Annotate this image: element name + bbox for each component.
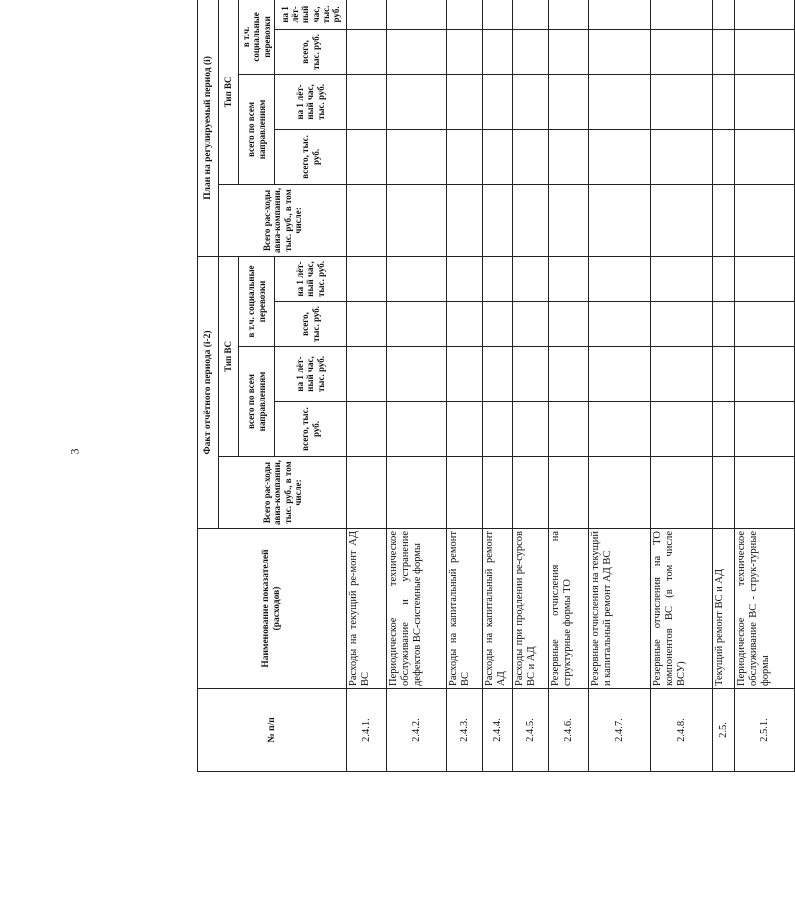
- cell: [387, 402, 447, 457]
- cell: [447, 74, 483, 129]
- cell: [549, 184, 589, 256]
- cell: [713, 256, 735, 301]
- table-row: [589, 0, 651, 772]
- cell: [387, 457, 447, 529]
- cell: [549, 129, 589, 184]
- cell: [483, 184, 513, 256]
- cell: [735, 402, 795, 457]
- cell: [347, 457, 387, 529]
- cell: [713, 457, 735, 529]
- cell: [447, 0, 483, 29]
- cell: [651, 256, 713, 301]
- cell: [447, 347, 483, 402]
- cell: [447, 256, 483, 301]
- cell: [347, 302, 387, 347]
- cell: [589, 347, 651, 402]
- cell: [447, 29, 483, 74]
- header-plan-type: Тип ВС: [219, 0, 239, 184]
- cell: [589, 0, 651, 29]
- cell: [735, 256, 795, 301]
- cell: [347, 129, 387, 184]
- cell: [483, 347, 513, 402]
- row-name: Расходы на капитальный ремонт АД: [483, 529, 513, 689]
- row-name: Текущий ремонт ВС и АД: [713, 529, 735, 689]
- header-plan-soc-total: всего, тыс. руб.: [275, 29, 347, 74]
- row-code: 2.4.8.: [651, 689, 713, 772]
- page-number: 3: [67, 448, 82, 455]
- cell: [589, 256, 651, 301]
- cell: [589, 74, 651, 129]
- table-row: [447, 0, 483, 772]
- cell: [549, 347, 589, 402]
- cell: [651, 74, 713, 129]
- cell: [713, 29, 735, 74]
- row-code: 2.4.5.: [513, 689, 549, 772]
- header-fact-type: Тип ВС: [219, 256, 239, 456]
- cell: [513, 129, 549, 184]
- cell: [651, 0, 713, 29]
- table-row: [651, 0, 713, 772]
- header-plan-dir-hour: на 1 лёт-ный час, тыс. руб.: [275, 74, 347, 129]
- cell: [549, 256, 589, 301]
- cell: [651, 184, 713, 256]
- header-num: № п/п: [198, 689, 347, 772]
- cell: [513, 74, 549, 129]
- cell: [483, 0, 513, 29]
- cell: [513, 302, 549, 347]
- cell: [513, 347, 549, 402]
- cell: [735, 0, 795, 29]
- cell: [651, 457, 713, 529]
- cell: [735, 29, 795, 74]
- row-code: 2.5.: [713, 689, 735, 772]
- cell: [735, 184, 795, 256]
- cell: [735, 302, 795, 347]
- cell: [713, 347, 735, 402]
- table-row: [387, 0, 447, 772]
- cell: [513, 0, 549, 29]
- cell: [387, 184, 447, 256]
- row-name: Расходы на текущий ре-монт АД ВС: [347, 529, 387, 689]
- cell: [447, 457, 483, 529]
- cell: [483, 29, 513, 74]
- cell: [387, 256, 447, 301]
- row-name: Расходы на капитальный ремонт ВС: [447, 529, 483, 689]
- cell: [549, 0, 589, 29]
- row-name: Периодическое техническое обслуживание и устранение дефектов ВС-системные формы: [387, 529, 447, 689]
- cell: [483, 302, 513, 347]
- cell: [713, 302, 735, 347]
- cell: [483, 129, 513, 184]
- header-fact-soc-hour: на 1 лёт-ный час, тыс. руб.: [275, 256, 347, 301]
- row-name: Периодическое техническое обслуживание ВС - струк-турные формы: [735, 529, 795, 689]
- cell: [347, 0, 387, 29]
- cell: [513, 256, 549, 301]
- cell: [387, 129, 447, 184]
- expenses-table: [197, 0, 795, 772]
- row-code: 2.4.4.: [483, 689, 513, 772]
- cell: [735, 129, 795, 184]
- cell: [483, 402, 513, 457]
- cell: [387, 74, 447, 129]
- cell: [589, 402, 651, 457]
- row-code: 2.5.1.: [735, 689, 795, 772]
- cell: [651, 302, 713, 347]
- cell: [513, 184, 549, 256]
- table-row: [483, 0, 513, 772]
- cell: [589, 29, 651, 74]
- header-name: Наименование показателей (расходов): [198, 529, 347, 689]
- cell: [713, 0, 735, 29]
- cell: [651, 402, 713, 457]
- row-code: 2.4.7.: [589, 689, 651, 772]
- cell: [735, 347, 795, 402]
- header-fact-total: Всего рас-ходы авиа-компании, тыс. руб., в том числе:: [219, 457, 347, 529]
- cell: [713, 129, 735, 184]
- cell: [483, 74, 513, 129]
- cell: [347, 29, 387, 74]
- cell: [735, 457, 795, 529]
- header-plan-soc-hour: на 1 лёт-ный час, тыс. руб.: [275, 0, 347, 29]
- header-fact-soc-total: всего, тыс. руб.: [275, 302, 347, 347]
- row-code: 2.4.1.: [347, 689, 387, 772]
- row-code: 2.4.2.: [387, 689, 447, 772]
- cell: [483, 256, 513, 301]
- cell: [549, 29, 589, 74]
- cell: [549, 302, 589, 347]
- rotated-table-container: [197, 0, 771, 772]
- table-row: [713, 0, 735, 772]
- cell: [651, 129, 713, 184]
- cell: [713, 74, 735, 129]
- cell: [347, 256, 387, 301]
- header-plan-social: в т.ч. социальные перевозки: [239, 0, 275, 74]
- header-plan: План на регулируемый период (i): [198, 0, 219, 256]
- cell: [549, 74, 589, 129]
- table-row: [513, 0, 549, 772]
- cell: [513, 29, 549, 74]
- cell: [347, 184, 387, 256]
- cell: [347, 74, 387, 129]
- cell: [387, 302, 447, 347]
- table-row: [735, 0, 795, 772]
- header-plan-total: Всего рас-ходы авиа-компании, тыс. руб., в том числе:: [219, 184, 347, 256]
- cell: [651, 347, 713, 402]
- cell: [589, 184, 651, 256]
- header-fact-all-dir: всего по всем направлениям: [239, 347, 275, 457]
- cell: [589, 457, 651, 529]
- cell: [513, 402, 549, 457]
- cell: [347, 402, 387, 457]
- table-row: [347, 0, 387, 772]
- table-row: [549, 0, 589, 772]
- cell: [549, 457, 589, 529]
- row-code: 2.4.6.: [549, 689, 589, 772]
- row-code: 2.4.3.: [447, 689, 483, 772]
- cell: [447, 302, 483, 347]
- cell: [589, 302, 651, 347]
- cell: [347, 347, 387, 402]
- cell: [713, 402, 735, 457]
- cell: [387, 347, 447, 402]
- cell: [713, 184, 735, 256]
- header-fact-social: в т.ч. социальные перевозки: [239, 256, 275, 346]
- cell: [387, 29, 447, 74]
- cell: [447, 402, 483, 457]
- header-fact-dir-total: всего, тыс. руб.: [275, 402, 347, 457]
- row-name: Расходы при продлении ре-сурсов ВС и АД: [513, 529, 549, 689]
- cell: [549, 402, 589, 457]
- cell: [651, 29, 713, 74]
- row-name: Резервные отчисления на ТО компонентов ВС (в том числе ВСУ): [651, 529, 713, 689]
- row-name: Резервные отчисления на структурные формы ТО: [549, 529, 589, 689]
- row-name: Резервные отчисления на текущий и капитальный ремонт АД ВС: [589, 529, 651, 689]
- cell: [447, 129, 483, 184]
- cell: [589, 129, 651, 184]
- cell: [483, 457, 513, 529]
- header-plan-all-dir: всего по всем направлениям: [239, 74, 275, 184]
- cell: [447, 184, 483, 256]
- cell: [735, 74, 795, 129]
- header-fact-dir-hour: на 1 лёт-ный час, тыс. руб.: [275, 347, 347, 402]
- header-plan-dir-total: всего, тыс. руб.: [275, 129, 347, 184]
- cell: [513, 457, 549, 529]
- cell: [387, 0, 447, 29]
- header-fact: Факт отчётного периода (i-2): [198, 256, 219, 528]
